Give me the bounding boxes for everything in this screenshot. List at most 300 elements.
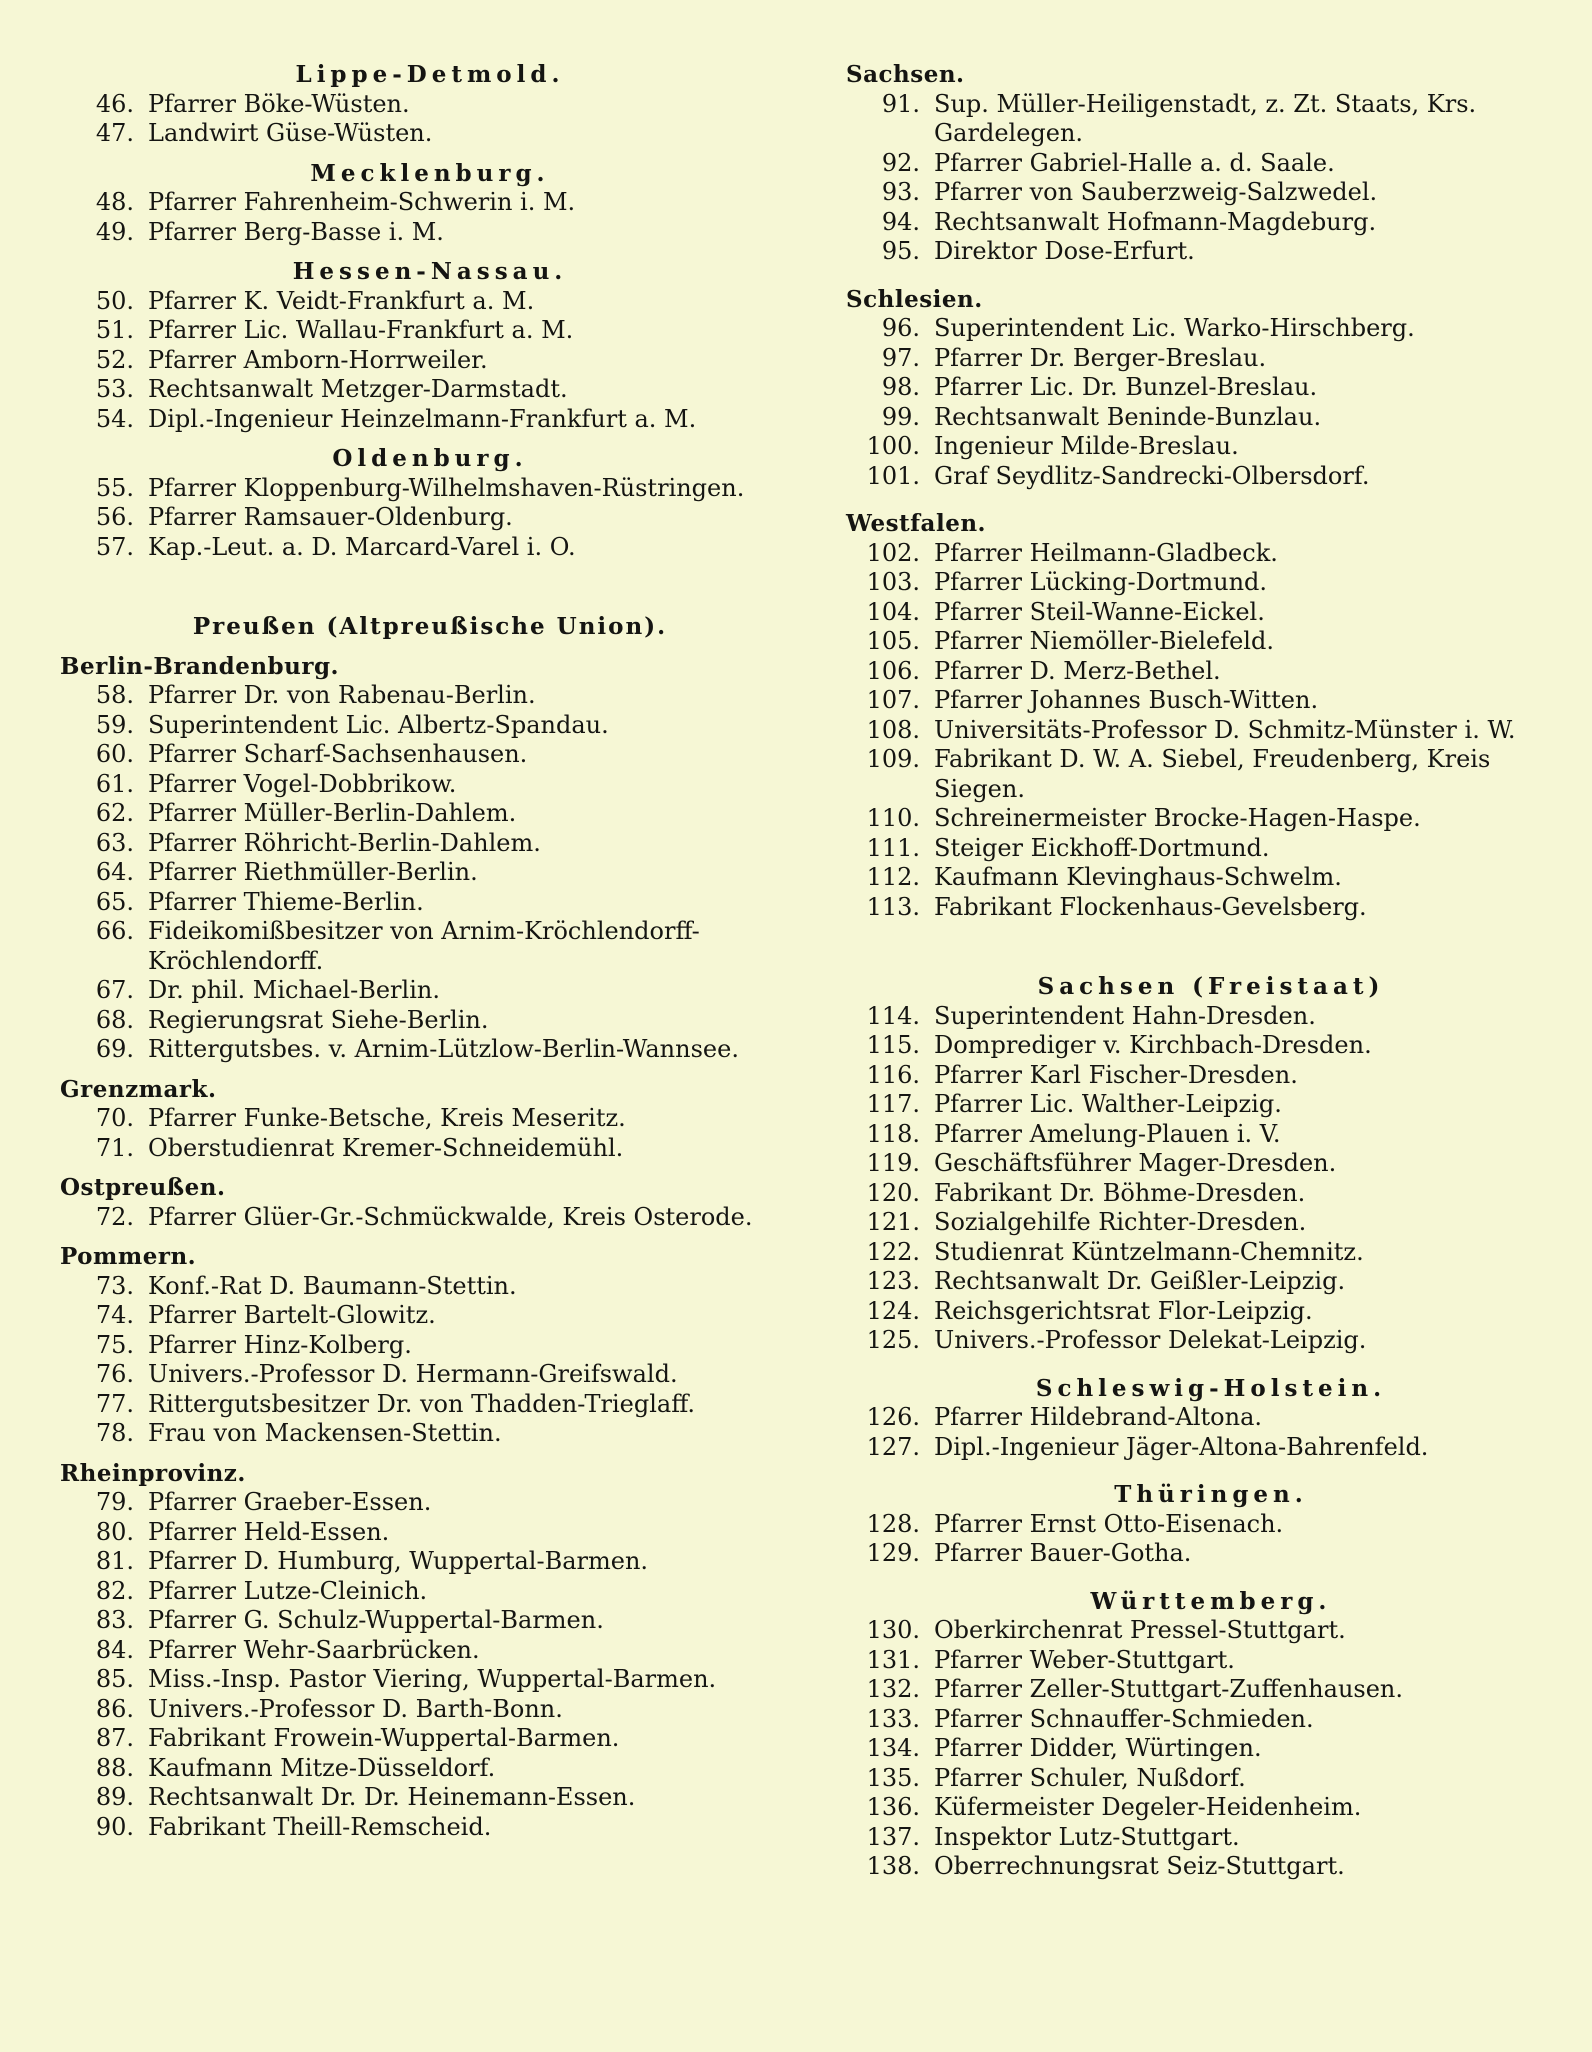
section-heading-lippe-detmold: Lippe-Detmold. (295, 61, 565, 88)
list-entry (846, 344, 1576, 374)
entry-number: 69. (95, 1035, 134, 1063)
list-entry (60, 1665, 800, 1695)
entry-name: Pfarrer Ramsauer-Oldenburg. (148, 503, 513, 531)
list-entry (846, 1823, 1576, 1853)
entry-number: 86. (95, 1694, 134, 1723)
entry-number: 102. (866, 538, 920, 567)
entry-name: Pfarrer Lutze-Cleinich. (148, 1576, 428, 1605)
entry-number: 65. (95, 887, 134, 916)
list-entry (846, 804, 1576, 834)
entry-list-rheinprovinz (60, 1488, 800, 1842)
list-entry (60, 1203, 800, 1233)
entry-number: 92. (881, 148, 920, 177)
entry-name: Graf Seydlitz-Sandrecki-Olbersdorf. (934, 461, 1370, 490)
list-entry (60, 474, 800, 504)
entry-name: Pfarrer Lic. Walther-Leipzig. (934, 1090, 1282, 1118)
entry-name: Pfarrer Johannes Busch-Witten. (934, 686, 1319, 714)
entry-name: Landwirt Güse-Wüsten. (148, 119, 433, 147)
list-entry (60, 1035, 800, 1065)
section-heading-schlesien: Schlesien. (846, 285, 983, 313)
entry-list-wuerttemberg (846, 1616, 1576, 1882)
prussia-heading: Preußen (Altpreußische Union). (192, 613, 668, 640)
list-entry (60, 740, 800, 770)
entry-number: 125. (866, 1326, 920, 1354)
list-entry (846, 686, 1576, 716)
entry-number: 116. (866, 1060, 920, 1089)
entry-name: Pfarrer Dr. von Rabenau-Berlin. (148, 681, 536, 709)
entry-number: 114. (866, 1001, 920, 1030)
list-entry (846, 403, 1576, 433)
entry-name: Kaufmann Mitze-Düsseldorf. (148, 1753, 496, 1782)
entry-number: 60. (95, 740, 134, 768)
entry-number: 107. (866, 686, 920, 714)
list-entry (60, 976, 800, 1006)
entry-name: Rittergutsbesitzer Dr. von Thadden-Trieglaff. (148, 1389, 696, 1418)
list-entry (60, 829, 800, 859)
entry-number: 109. (866, 745, 920, 773)
entry-number: 124. (866, 1296, 920, 1325)
list-entry (60, 888, 800, 918)
entry-name: Pfarrer Niemöller-Bielefeld. (934, 627, 1274, 655)
entry-number: 129. (866, 1539, 920, 1567)
entry-number: 73. (95, 1271, 134, 1300)
entry-name: Frau von Mackensen-Stettin. (148, 1419, 502, 1447)
entry-number: 121. (866, 1208, 920, 1236)
entry-number: 85. (95, 1665, 134, 1693)
list-entry (60, 1134, 800, 1164)
entry-number: 94. (881, 207, 920, 236)
entry-name: Pfarrer Karl Fischer-Dresden. (934, 1060, 1298, 1089)
list-entry (60, 375, 800, 405)
entry-name: Pfarrer Gabriel-Halle a. d. Saale. (934, 148, 1335, 177)
entry-number: 119. (866, 1149, 920, 1177)
entry-name: Fabrikant Dr. Böhme-Dresden. (934, 1178, 1306, 1207)
entry-list-grenzmark (60, 1104, 800, 1163)
entry-number: 79. (95, 1488, 134, 1516)
entry-name: Pfarrer Lic. Dr. Bunzel-Breslau. (934, 373, 1318, 401)
entry-name: Pfarrer Bauer-Gotha. (934, 1539, 1192, 1567)
entry-number: 91. (881, 89, 920, 118)
list-entry (846, 237, 1576, 267)
left-column (60, 60, 800, 1842)
list-entry (60, 1606, 800, 1636)
entry-number: 88. (95, 1753, 134, 1782)
entry-number: 135. (866, 1763, 920, 1792)
entry-name: Pfarrer Glüer-Gr.-Schmückwalde, Kreis Osterode. (148, 1202, 753, 1231)
list-entry (846, 1793, 1576, 1823)
entry-name: Pfarrer Bartelt-Glowitz. (148, 1301, 436, 1329)
list-entry (60, 1104, 800, 1134)
entry-name: Steiger Eickhoff-Dortmund. (934, 833, 1270, 862)
list-entry (60, 1547, 800, 1577)
entry-list-schlesien (846, 314, 1576, 491)
section-heading-westfalen: Westfalen. (846, 510, 987, 537)
entry-name: Oberstudienrat Kremer-Schneidemühl. (148, 1133, 624, 1162)
list-entry (846, 1179, 1576, 1209)
entry-number: 83. (95, 1606, 134, 1634)
entry-number: 115. (866, 1031, 920, 1059)
list-entry (846, 1208, 1576, 1238)
entry-number: 51. (95, 316, 134, 344)
list-entry (846, 1852, 1576, 1882)
entry-name: Rechtsanwalt Dr. Geißler-Leipzig. (934, 1267, 1346, 1295)
entry-name: Pfarrer Röhricht-Berlin-Dahlem. (148, 828, 541, 857)
entry-name: Rechtsanwalt Dr. Dr. Heinemann-Essen. (148, 1783, 636, 1811)
entry-number: 64. (95, 858, 134, 886)
list-entry (846, 568, 1576, 598)
list-entry (60, 533, 800, 563)
list-entry (60, 218, 800, 248)
entry-name: Geschäftsführer Mager-Dresden. (934, 1149, 1337, 1177)
list-entry (846, 1031, 1576, 1061)
entry-number: 76. (95, 1360, 134, 1388)
entry-name: Pfarrer G. Schulz-Wuppertal-Barmen. (148, 1606, 604, 1634)
entry-number: 68. (95, 1005, 134, 1034)
entry-name: Sup. Müller-Heiligenstadt, z. Zt. Staats, Krs. Gardelegen. (934, 89, 1477, 147)
section-heading-sachsen-freistaat: Sachsen (Freistaat) (1037, 973, 1385, 1000)
list-entry (846, 1149, 1576, 1179)
entry-name: Pfarrer Scharf-Sachsenhausen. (148, 740, 528, 768)
entry-list-pommern (60, 1272, 800, 1449)
entry-name: Ingenieur Milde-Breslau. (934, 432, 1239, 460)
entry-number: 134. (866, 1734, 920, 1762)
entry-number: 72. (95, 1202, 134, 1231)
entry-name: Pfarrer Thieme-Berlin. (148, 887, 424, 916)
entry-list-hessen-nassau (60, 287, 800, 435)
entry-list-ostpreussen (60, 1203, 800, 1233)
entry-list-schleswig-holstein (846, 1403, 1576, 1462)
entry-number: 117. (866, 1090, 920, 1118)
entry-number: 101. (866, 461, 920, 490)
list-entry (846, 90, 1576, 149)
entry-name: Pfarrer Didder, Würtingen. (934, 1734, 1262, 1762)
entry-name: Küfermeister Degeler-Heidenheim. (934, 1793, 1362, 1821)
entry-name: Oberrechnungsrat Seiz-Stuttgart. (934, 1852, 1345, 1880)
entry-list-thueringen (846, 1510, 1576, 1569)
entry-name: Superintendent Lic. Warko-Hirschberg. (934, 314, 1415, 342)
list-entry (846, 178, 1576, 208)
list-entry (846, 1539, 1576, 1569)
section-heading-schleswig-holstein: Schleswig-Holstein. (1035, 1374, 1387, 1402)
entry-name: Fabrikant D. W. A. Siebel, Freudenberg, Kreis Siegen. (934, 745, 1491, 803)
list-entry (846, 1238, 1576, 1268)
entry-number: 46. (95, 89, 134, 118)
entry-number: 48. (95, 188, 134, 216)
list-entry (846, 1267, 1576, 1297)
entry-number: 63. (95, 828, 134, 857)
list-entry (60, 1813, 800, 1843)
entry-name: Kap.-Leut. a. D. Marcard-Varel i. O. (148, 532, 576, 561)
entry-name: Pfarrer Wehr-Saarbrücken. (148, 1635, 480, 1664)
entry-name: Pfarrer Graeber-Essen. (148, 1488, 432, 1516)
entry-name: Pfarrer von Sauberzweig-Salzwedel. (934, 178, 1378, 206)
entry-number: 67. (95, 976, 134, 1004)
entry-number: 110. (866, 804, 920, 832)
list-entry (846, 208, 1576, 238)
list-entry (60, 316, 800, 346)
entry-name: Pfarrer Zeller-Stuttgart-Zuffenhausen. (934, 1675, 1404, 1703)
entry-number: 123. (866, 1267, 920, 1295)
section-heading-oldenburg: Oldenburg. (332, 445, 528, 472)
list-entry (60, 90, 800, 120)
section-heading-wuerttemberg: Württemberg. (1090, 1587, 1332, 1615)
entry-number: 71. (95, 1133, 134, 1162)
list-entry (846, 1002, 1576, 1032)
entry-name: Pfarrer Lic. Wallau-Frankfurt a. M. (148, 316, 574, 344)
entry-number: 97. (881, 343, 920, 372)
entry-name: Pfarrer Weber-Stuttgart. (934, 1645, 1235, 1674)
section-heading-ostpreussen: Ostpreußen. (60, 1174, 226, 1201)
entry-name: Pfarrer Held-Essen. (148, 1517, 390, 1546)
entry-number: 122. (866, 1237, 920, 1266)
entry-name: Superintendent Hahn-Dresden. (934, 1001, 1316, 1030)
entry-name: Direktor Dose-Erfurt. (934, 237, 1195, 265)
entry-name: Univers.-Professor D. Barth-Bonn. (148, 1694, 563, 1723)
entry-name: Fabrikant Theill-Remscheid. (148, 1812, 492, 1841)
entry-number: 58. (95, 681, 134, 709)
entry-name: Fideikomißbesitzer von Arnim-Kröchlendorff-Kröchlendorff. (148, 917, 700, 975)
entry-number: 136. (866, 1793, 920, 1821)
list-entry (846, 657, 1576, 687)
entry-name: Pfarrer Ernst Otto-Eisenach. (934, 1509, 1284, 1538)
entry-name: Reichsgerichtsrat Flor-Leipzig. (934, 1296, 1313, 1325)
entry-name: Oberkirchenrat Pressel-Stuttgart. (934, 1616, 1346, 1644)
entry-name: Domprediger v. Kirchbach-Dresden. (934, 1031, 1372, 1059)
list-entry (60, 1301, 800, 1331)
entry-list-mecklenburg (60, 188, 800, 247)
entry-name: Rechtsanwalt Metzger-Darmstadt. (148, 375, 568, 403)
entry-name: Pfarrer Riethmüller-Berlin. (148, 858, 478, 886)
entry-list-lippe-detmold (60, 90, 800, 149)
list-entry (60, 1419, 800, 1449)
entry-number: 130. (866, 1616, 920, 1644)
list-entry (846, 598, 1576, 628)
entry-number: 100. (866, 432, 920, 460)
list-entry (846, 1120, 1576, 1150)
entry-number: 52. (95, 345, 134, 374)
section-heading-pommern: Pommern. (60, 1243, 197, 1270)
list-entry (846, 1734, 1576, 1764)
entry-name: Universitäts-Professor D. Schmitz-Münster i. W. (934, 715, 1516, 744)
list-entry (60, 858, 800, 888)
entry-name: Pfarrer Kloppenburg-Wilhelmshaven-Rüstringen. (148, 473, 745, 502)
entry-number: 99. (881, 402, 920, 431)
section-heading-thueringen: Thüringen. (1114, 1481, 1308, 1508)
list-entry (846, 1403, 1576, 1433)
section-heading-rheinprovinz: Rheinprovinz. (60, 1459, 246, 1487)
entry-name: Regierungsrat Siehe-Berlin. (148, 1005, 489, 1034)
list-entry (846, 1326, 1576, 1356)
entry-number: 112. (866, 863, 920, 891)
entry-number: 80. (95, 1517, 134, 1546)
entry-number: 90. (95, 1812, 134, 1841)
list-entry (846, 1705, 1576, 1735)
entry-number: 128. (866, 1509, 920, 1538)
entry-name: Dipl.-Ingenieur Heinzelmann-Frankfurt a. M. (148, 404, 697, 433)
entry-name: Pfarrer Schnauffer-Schmieden. (934, 1704, 1314, 1733)
entry-name: Kaufmann Klevinghaus-Schwelm. (934, 863, 1342, 891)
entry-number: 55. (95, 473, 134, 502)
entry-number: 62. (95, 799, 134, 827)
entry-number: 131. (866, 1645, 920, 1674)
right-column (846, 60, 1576, 1882)
list-entry (60, 1360, 800, 1390)
entry-number: 50. (95, 286, 134, 315)
list-entry (846, 462, 1576, 492)
list-entry (60, 1783, 800, 1813)
list-entry (60, 1695, 800, 1725)
section-heading-sachsen: Sachsen. (846, 61, 965, 88)
entry-name: Pfarrer Funke-Betsche, Kreis Meseritz. (148, 1104, 626, 1132)
list-entry (846, 1297, 1576, 1327)
entry-name: Miss.-Insp. Pastor Viering, Wuppertal-Barmen. (148, 1665, 717, 1693)
entry-list-sachsen-freistaat (846, 1002, 1576, 1356)
entry-name: Sozialgehilfe Richter-Dresden. (934, 1208, 1307, 1236)
entry-number: 49. (95, 217, 134, 246)
list-entry (846, 1510, 1576, 1540)
entry-name: Pfarrer Berg-Basse i. M. (148, 217, 444, 246)
entry-number: 75. (95, 1330, 134, 1359)
entry-name: Schreinermeister Brocke-Hagen-Haspe. (934, 804, 1421, 832)
entry-number: 89. (95, 1783, 134, 1811)
entry-list-westfalen (846, 539, 1576, 923)
entry-number: 59. (95, 710, 134, 739)
entry-name: Pfarrer D. Humburg, Wuppertal-Barmen. (148, 1547, 649, 1575)
entry-number: 82. (95, 1576, 134, 1605)
section-heading-grenzmark: Grenzmark. (60, 1075, 217, 1103)
entry-number: 132. (866, 1675, 920, 1703)
list-entry (846, 1646, 1576, 1676)
list-entry (60, 1331, 800, 1361)
entry-name: Pfarrer Böke-Wüsten. (148, 89, 410, 118)
list-entry (60, 1390, 800, 1420)
entry-number: 138. (866, 1852, 920, 1880)
entry-number: 61. (95, 769, 134, 798)
entry-number: 98. (881, 373, 920, 401)
entry-name: Pfarrer Dr. Berger-Breslau. (934, 343, 1267, 372)
entry-name: Pfarrer Hinz-Kolberg. (148, 1330, 412, 1359)
list-entry (846, 1090, 1576, 1120)
list-entry (846, 1764, 1576, 1794)
list-entry (60, 346, 800, 376)
entry-name: Univers.-Professor Delekat-Leipzig. (934, 1326, 1367, 1354)
list-entry (846, 373, 1576, 403)
entry-name: Fabrikant Frowein-Wuppertal-Barmen. (148, 1724, 620, 1752)
entry-number: 118. (866, 1119, 920, 1148)
entry-name: Fabrikant Flockenhaus-Gevelsberg. (934, 892, 1367, 921)
entry-number: 120. (866, 1178, 920, 1207)
list-entry (60, 681, 800, 711)
entry-list-berlin-brandenburg (60, 681, 800, 1065)
entry-name: Rechtsanwalt Beninde-Bunzlau. (934, 402, 1322, 431)
list-entry (60, 1518, 800, 1548)
entry-number: 53. (95, 375, 134, 403)
list-entry (60, 1636, 800, 1666)
entry-name: Pfarrer Schuler, Nußdorf. (934, 1763, 1246, 1792)
section-heading-hessen-nassau: Hessen-Nassau. (292, 258, 568, 285)
entry-number: 47. (95, 119, 134, 147)
entry-number: 66. (95, 917, 134, 945)
entry-number: 54. (95, 404, 134, 433)
list-entry (846, 863, 1576, 893)
list-entry (60, 1272, 800, 1302)
entry-number: 95. (881, 237, 920, 265)
list-entry (60, 799, 800, 829)
list-entry (846, 716, 1576, 746)
list-entry (60, 503, 800, 533)
entry-number: 93. (881, 178, 920, 206)
entry-name: Pfarrer Lücking-Dortmund. (934, 568, 1268, 596)
entry-number: 127. (866, 1432, 920, 1461)
list-entry (60, 188, 800, 218)
entry-name: Pfarrer Vogel-Dobbrikow. (148, 769, 457, 798)
entry-name: Univers.-Professor D. Hermann-Greifswald. (148, 1360, 678, 1388)
entry-name: Rittergutsbes. v. Arnim-Lützlow-Berlin-Wannsee. (148, 1035, 739, 1063)
list-entry (846, 432, 1576, 462)
list-entry (60, 1754, 800, 1784)
list-entry (846, 314, 1576, 344)
entry-number: 137. (866, 1822, 920, 1851)
list-entry (60, 405, 800, 435)
entry-name: Pfarrer K. Veidt-Frankfurt a. M. (148, 286, 535, 315)
entry-name: Dipl.-Ingenieur Jäger-Altona-Bahrenfeld. (934, 1432, 1429, 1461)
entry-number: 113. (866, 892, 920, 921)
entry-number: 96. (881, 314, 920, 342)
entry-name: Dr. phil. Michael-Berlin. (148, 976, 440, 1004)
entry-number: 81. (95, 1547, 134, 1575)
entry-number: 108. (866, 715, 920, 744)
entry-number: 104. (866, 597, 920, 626)
entry-name: Konf.-Rat D. Baumann-Stettin. (148, 1271, 517, 1300)
list-entry (846, 834, 1576, 864)
entry-name: Pfarrer Amborn-Horrweiler. (148, 345, 488, 374)
list-entry (60, 917, 800, 976)
entry-name: Pfarrer Heilmann-Gladbeck. (934, 538, 1278, 567)
entry-name: Pfarrer Steil-Wanne-Eickel. (934, 597, 1265, 626)
entry-name: Pfarrer D. Merz-Bethel. (934, 656, 1221, 685)
list-entry (846, 745, 1576, 804)
entry-list-oldenburg (60, 474, 800, 563)
entry-number: 78. (95, 1419, 134, 1447)
entry-number: 111. (866, 833, 920, 862)
entry-number: 126. (866, 1403, 920, 1431)
entry-name: Pfarrer Müller-Berlin-Dahlem. (148, 799, 517, 827)
section-heading-mecklenburg: Mecklenburg. (310, 159, 550, 187)
list-entry (60, 1006, 800, 1036)
entry-name: Superintendent Lic. Albertz-Spandau. (148, 710, 609, 739)
section-heading-berlin-brandenburg: Berlin-Brandenburg. (60, 652, 340, 680)
entry-number: 84. (95, 1635, 134, 1664)
entry-name: Pfarrer Hildebrand-Altona. (934, 1403, 1263, 1431)
entry-number: 57. (95, 532, 134, 561)
entry-number: 87. (95, 1724, 134, 1752)
entry-list-sachsen (846, 90, 1576, 267)
list-entry (846, 539, 1576, 569)
list-entry (60, 119, 800, 149)
list-entry (60, 1577, 800, 1607)
entry-name: Pfarrer Amelung-Plauen i. V. (934, 1119, 1281, 1148)
entry-number: 133. (866, 1704, 920, 1733)
list-entry (846, 1675, 1576, 1705)
entry-number: 70. (95, 1104, 134, 1132)
entry-number: 105. (866, 627, 920, 655)
entry-number: 56. (95, 503, 134, 531)
entry-name: Rechtsanwalt Hofmann-Magdeburg. (934, 207, 1377, 236)
entry-number: 74. (95, 1301, 134, 1329)
entry-number: 106. (866, 656, 920, 685)
list-entry (846, 1433, 1576, 1463)
list-entry (60, 1488, 800, 1518)
